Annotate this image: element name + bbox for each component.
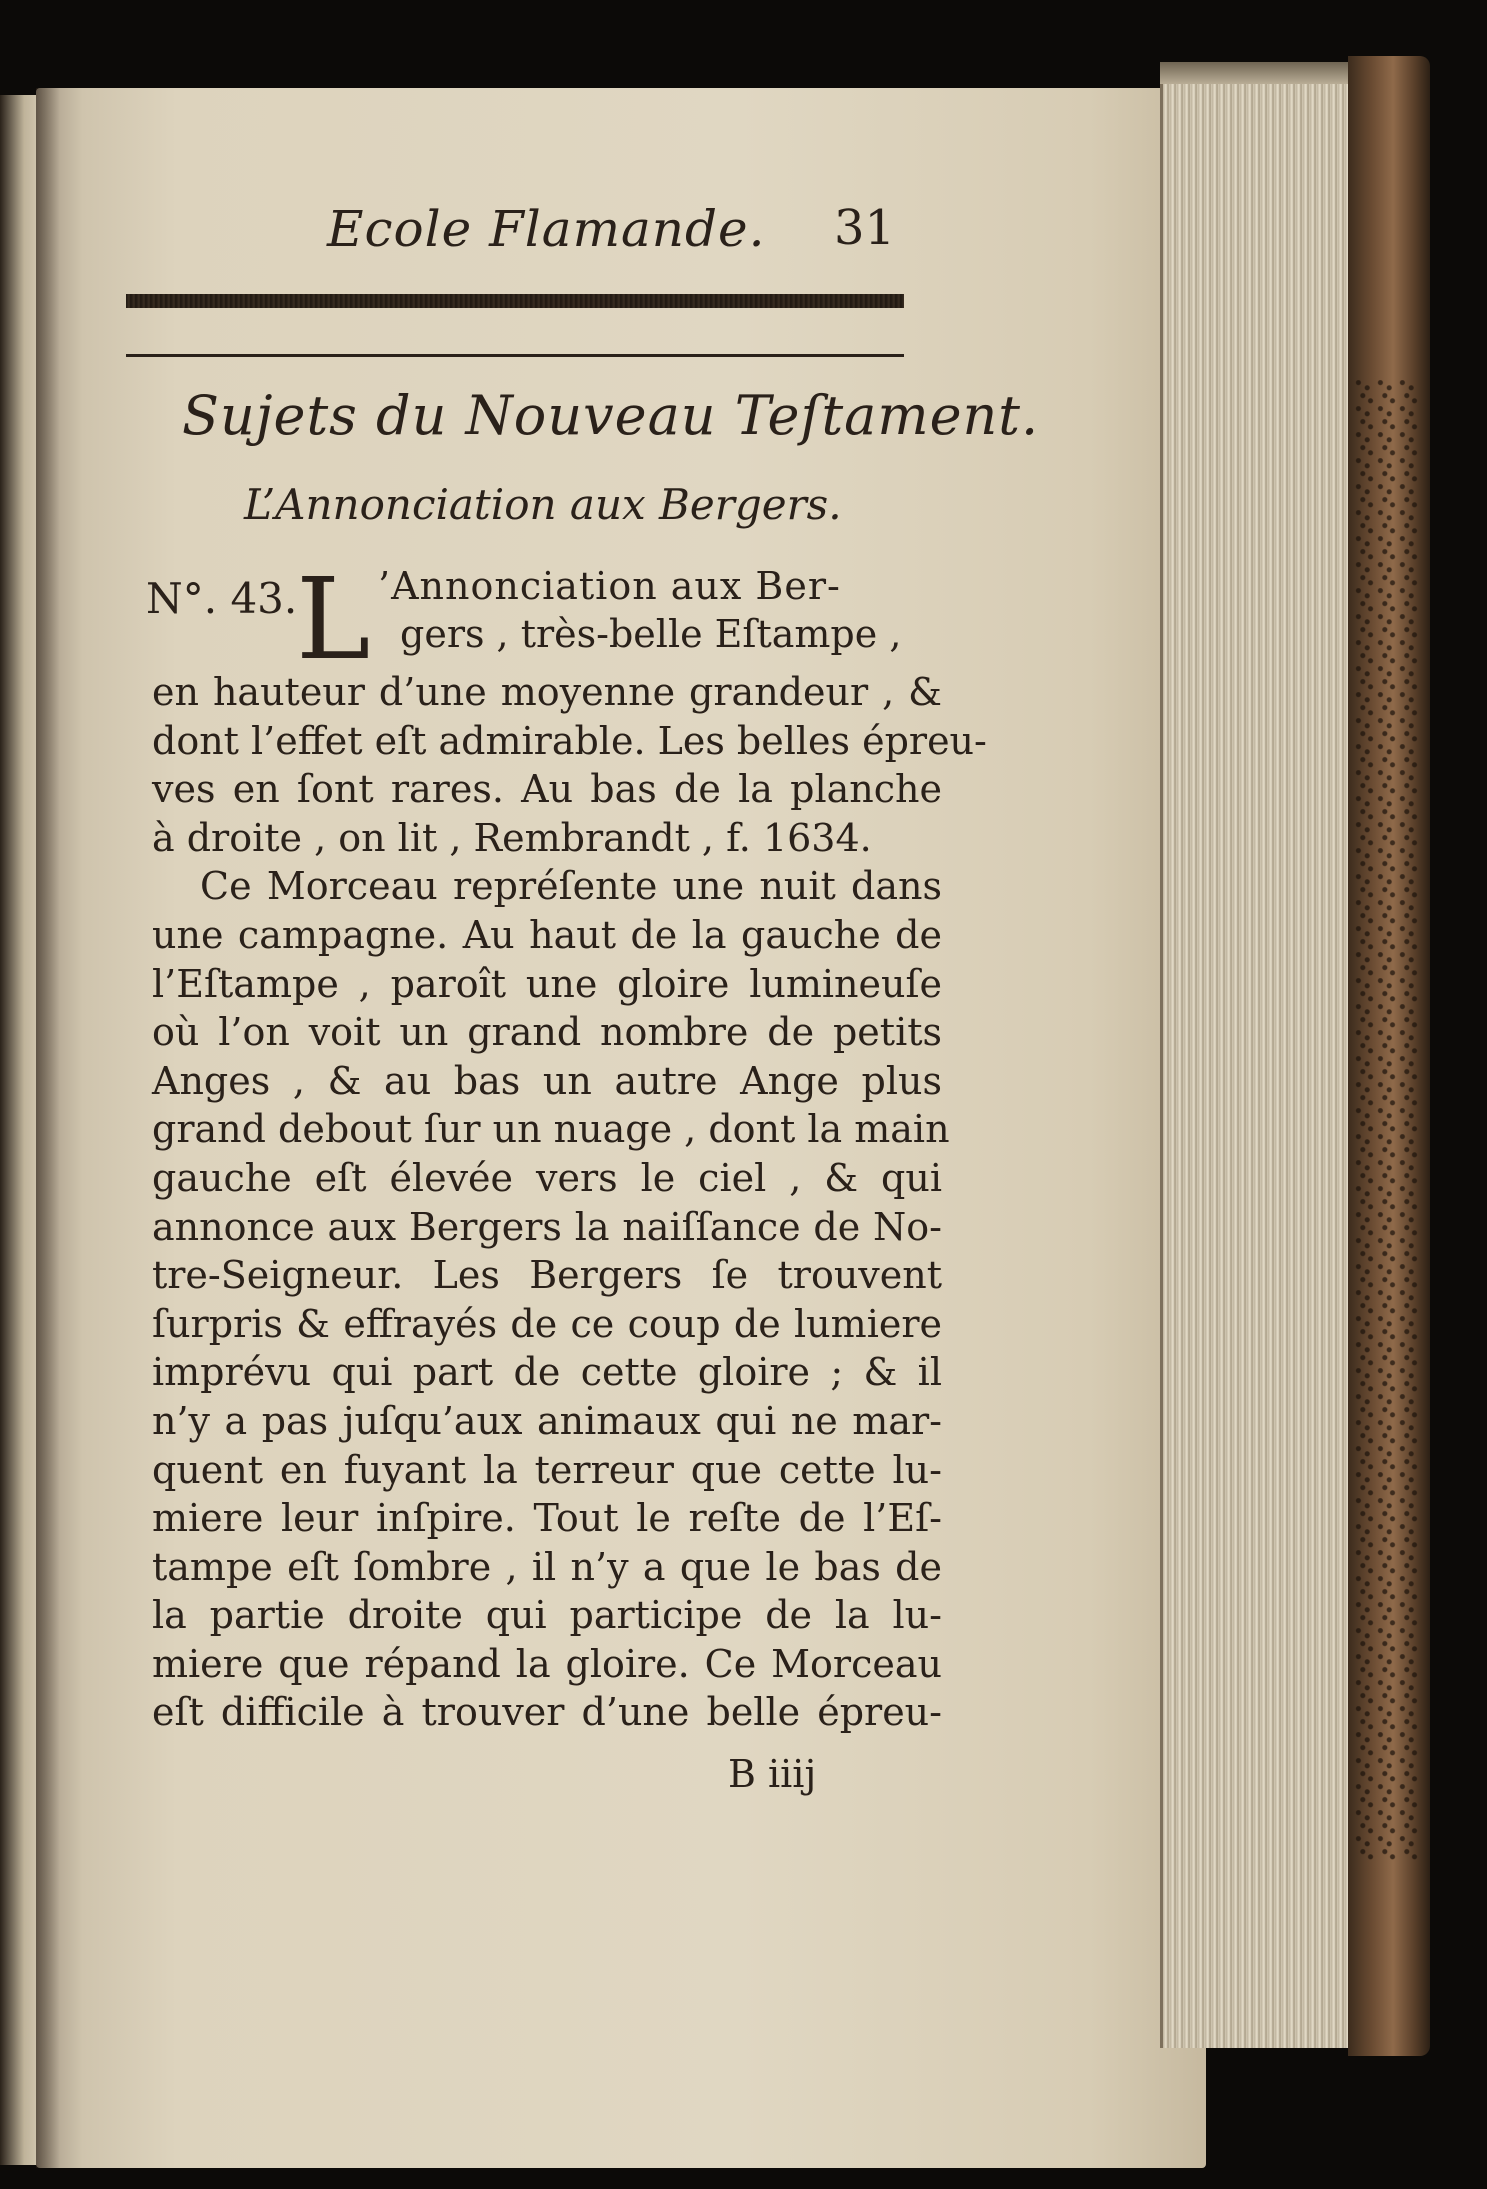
text-line: Anges , & au bas un autre Ange plus — [152, 1058, 942, 1103]
text-line: imprévu qui part de cette gloire ; & il — [152, 1350, 942, 1395]
text-line: Ce Morceau repréſente une nuit dans — [200, 864, 942, 909]
text-line: eſt difficile à trouver d’une belle épreu- — [152, 1690, 942, 1735]
text-line: où l’on voit un grand nombre de petits — [152, 1010, 942, 1055]
text-line: à droite , on lit , Rembrandt , f. 1634. — [152, 815, 872, 860]
text-line: miere que répand la gloire. Ce Morceau — [152, 1641, 942, 1686]
page-edges-top — [1160, 62, 1348, 84]
running-head-title: Ecole Flamande. — [327, 200, 766, 258]
thin-rule — [126, 354, 904, 357]
body-text — [152, 668, 987, 1737]
page-edges — [1160, 62, 1351, 2048]
page-number: 31 — [834, 200, 896, 256]
text-line: grand debout ſur un nuage , dont la main — [152, 1107, 950, 1152]
section-title: Sujets du Nouveau Teſtament. — [182, 384, 1040, 447]
text-line: la partie droite qui participe de la lu- — [152, 1593, 942, 1638]
signature-mark: B iiij — [728, 1752, 817, 1796]
text-line: gauche eſt élevée vers le ciel , & qui — [152, 1155, 942, 1200]
drop-cap: L — [296, 555, 371, 685]
text-line: annonce aux Bergers la naiſſance de No- — [152, 1204, 942, 1249]
text-line: quent en fuyant la terreur que cette lu- — [152, 1447, 942, 1492]
text-line: en hauteur d’une moyenne grandeur , & — [152, 670, 942, 714]
gutter-shadow — [36, 88, 60, 2168]
text-line: dont l’effet eſt admirable. Les belles épreu- — [152, 718, 987, 763]
text-line: l’Eſtampe , paroît une gloire lumineuſe — [152, 961, 942, 1006]
entry-first-line: ’Annonciation aux Ber- — [378, 564, 841, 608]
subsection-title: L’Annonciation aux Bergers. — [244, 480, 842, 529]
text-line: ſurpris & effrayés de ce coup de lumiere — [152, 1301, 942, 1346]
text-line: n’y a pas juſqu’aux animaux qui ne mar- — [152, 1398, 942, 1443]
entry-number: N°. 43. — [146, 574, 298, 623]
text-line: tre-Seigneur. Les Bergers ſe trouvent — [152, 1253, 942, 1298]
text-line: tampe eſt ſombre , il n’y a que le bas de — [152, 1544, 942, 1589]
cover-speckle — [1354, 380, 1420, 1860]
text-line: une campagne. Au haut de la gauche de — [152, 912, 942, 957]
ornamental-rule — [126, 294, 904, 308]
text-line: miere leur inſpire. Tout le reſte de l’Eſ- — [152, 1496, 942, 1541]
text-line: ves en ſont rares. Au bas de la planche — [152, 767, 942, 812]
entry-second-line: gers , très-belle Eſtampe , — [400, 612, 902, 656]
running-head — [152, 180, 932, 260]
